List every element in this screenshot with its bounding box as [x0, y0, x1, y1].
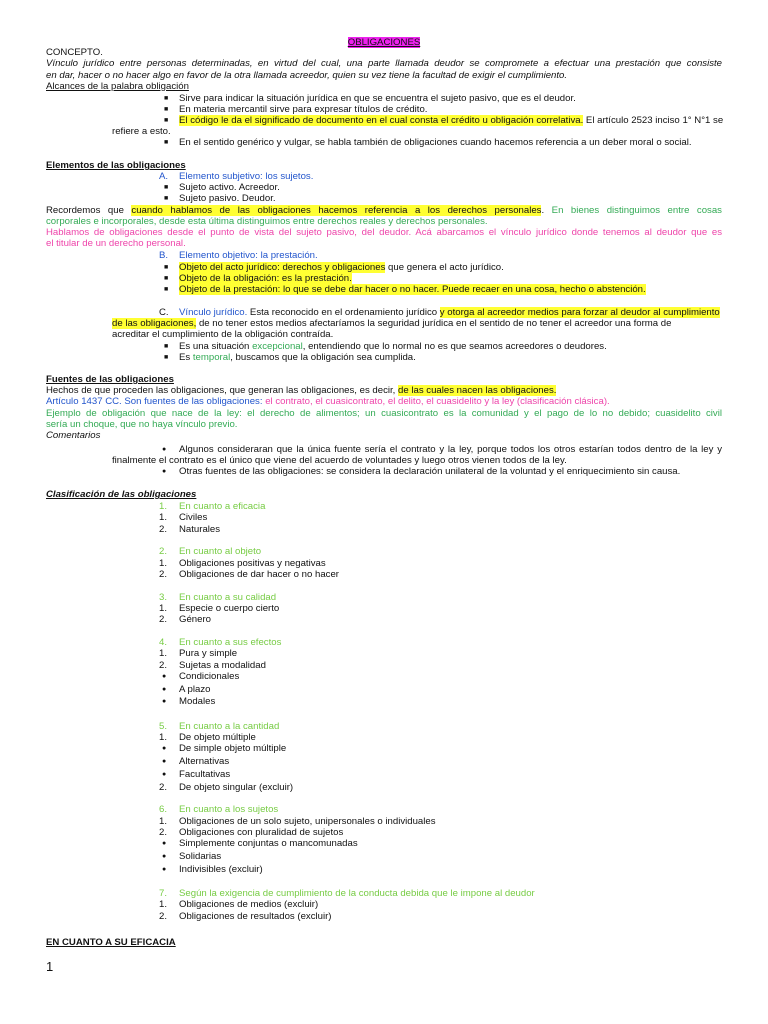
- square-bullet-icon: ■: [164, 343, 169, 350]
- list-number: 1.: [159, 815, 168, 827]
- document-title: OBLIGACIONES: [347, 37, 421, 48]
- list-number: 1.: [159, 602, 168, 614]
- comentarios-label: Comentarios: [46, 430, 101, 441]
- eficacia-heading: EN CUANTO A SU EFICACIA: [46, 937, 176, 948]
- clasificacion-heading: Clasificación de las obligaciones: [46, 489, 197, 500]
- alcances-heading: Alcances de la palabra obligación: [46, 81, 189, 92]
- square-bullet-icon: ■: [164, 275, 169, 282]
- elementos-heading: Elementos de las obligaciones: [46, 160, 186, 171]
- concepto-label: CONCEPTO.: [46, 47, 103, 58]
- fuentes-line-4: sería un choque, que no haya vínculo previo.: [46, 419, 238, 430]
- fuentes-line-1: Hechos de que proceden las obligaciones, que generan las obligaciones, es decir, de las cuales nacen las obligaciones.: [46, 385, 557, 396]
- dot-bullet-icon: ●: [162, 865, 167, 873]
- dot-bullet-icon: ●: [162, 685, 167, 693]
- list-number: 2.: [159, 910, 168, 922]
- list-number: 2.: [159, 781, 168, 793]
- dot-bullet-icon: ●: [162, 672, 167, 680]
- square-bullet-icon: ■: [164, 117, 169, 124]
- fuentes-heading: Fuentes de las obligaciones: [46, 374, 174, 385]
- dot-bullet-icon: ●: [162, 468, 167, 475]
- list-number: 1.: [159, 731, 168, 743]
- dot-bullet-icon: ●: [162, 446, 167, 453]
- list-number: 2.: [159, 523, 168, 535]
- fuentes-line-3: Ejemplo de obligación que nace de la ley: el derecho de alimentos; un cuasicontrato es la comunidad y el pago de lo no debido; cuasidelito civil: [46, 408, 722, 419]
- square-bullet-icon: ■: [164, 184, 169, 191]
- concepto-text-2: en dar, hacer o no hacer algo en favor de la otra llamada acreedor, quien su vez tiene la facultad de exigir el cumplimiento.: [46, 70, 568, 81]
- dot-bullet-icon: ●: [162, 758, 167, 765]
- page-number: 1: [46, 959, 54, 974]
- square-bullet-icon: ■: [164, 286, 169, 293]
- dot-bullet-icon: ●: [162, 840, 167, 848]
- square-bullet-icon: ■: [164, 264, 169, 271]
- list-number: 1.: [159, 899, 168, 911]
- recordemos-line-2: corporales e incorporales, desde esta última distinguimos entre derechos reales y derechos personales.: [46, 216, 488, 227]
- square-bullet-icon: ■: [164, 354, 169, 361]
- dot-bullet-icon: ●: [162, 698, 167, 706]
- square-bullet-icon: ■: [164, 95, 169, 102]
- fuentes-line-2: Artículo 1437 CC. Son fuentes de las obligaciones: el contrato, el cuasicontrato, el delito, el cuasidelito y la ley (clasificación clásica).: [46, 396, 610, 407]
- list-number: 1.: [159, 648, 168, 660]
- document-page: OBLIGACIONES CONCEPTO. Vínculo jurídico entre personas determinadas, en virtud del cual, una parte llamada deudor se compromete a efectuar una prestación que consiste en dar, hacer o no hacer algo en favor de la otra llamada acreedor, quien su vez tiene la facultad de exigir el cumplimiento. Alcances de la palabra obligación ■ Sirve para indicar la situación jurídica en que se encuentra el sujeto pasivo, que es el deudor. ■ En materia mercantil sirve para expresar títulos de crédito. ■ El código le da el significado de documento en el cual consta el crédito u obligación correlativa. El artículo 2523 inciso 1° N°1 se refiere a esto. ■ En el sentido genérico y vulgar, se habla también de obligaciones cuando hacemos referencia a un deber moral o social. Elementos de las obligaciones A. Elemento subjetivo: los sujetos. ■ Sujeto activo. Acreedor. ■ Sujeto pasivo. Deudor. Recordemos que cuando hablamos de las obligaciones hacemos referencia a los derechos personales. En bienes distinguimos entre cosas corporales e incorporales, desde esta última distinguimos entre derechos reales y derechos personales. Hablamos de obligaciones desde el punto de vista del sujeto pasivo, del deudor. Acá abarcamos el vínculo jurídico donde tenemos al deudor que es el titular de un derecho personal. B. Elemento objetivo: la prestación. ■ Objeto del acto jurídico: derechos y obligaciones que genera el acto jurídico. ■ Objeto de la obligación: es la prestación. ■ Objeto de la prestación: lo que se debe dar hacer o no hacer. Puede recaer en una cosa, hecho o abstención. C. Vínculo jurídico. Esta reconocido en el ordenamiento jurídico y otorga al acreedor medios para forzar al deudor al cumplimiento de las obligaciones, de no tener estos medios afectaríamos la seguridad jurídica en el sentido de no tener el acreedor una forma de acreditar el cumplimiento de la obligación contraída. ■ Es una situación excepcional, entendiendo que lo normal no es que seamos acreedores o deudores. ■ Es temporal, buscamos que la obligación sea cumplida. Fuentes de las obligaciones Hechos de que proceden las obligaciones, que generan las obligaciones, es decir, de las cuales nacen las obligaciones. Artículo 1437 CC. Son fuentes de las obligaciones: el contrato, el cuasicontrato, el delito, el cuasidelito y la ley (clasificación clásica). Ejemplo de obligación que nace de la ley: el derecho de alimentos; un cuasicontrato es la comunidad y el pago de lo no debido; cuasidelito civil sería un choque, que no haya vínculo previo. Comentarios ● Algunos consideraran que la única fuente sería el contrato y la ley, porque todos los otros estarían todos dentro de la ley y finalmente el contrato es el único que viene del acuerdo de voluntades y luego otros vienen todos de la ley. ● Otras fuentes de las obligaciones: se considera la declaración unilateral de la voluntad y el enriquecimiento sin causa. Clasificación de las obligaciones 1. En cuanto a eficacia 1. Civiles 2. Naturales 2. En cuanto al objeto 1. Obligaciones positivas y negativas 2. Obligaciones de dar hacer o no hacer 3. En cuanto a su calidad 1. Especie o cuerpo cierto 2. Género 4. En cuanto a sus efectos 1. Pura y simple 2. Sujetas a modalidad ● Condicionales ● A plazo ● Modales 5. En cuanto a la cantidad 1. De objeto múltiple ● De simple objeto múltiple ● Alternativas ● Facultativas 2. De objeto singular (excluir) 6. En cuanto a los sujetos 1. Obligaciones de un solo sujeto, unipersonales o individuales 2. Obligaciones con pluralidad de sujetos ● Simplemente conjuntas o mancomunadas ● Solidarias ● Indivisibles (excluir) 7. Según la exigencia de cumplimiento de la conducta debida que le impone al deudor 1. Obligaciones de medios (excluir) 2. Obligaciones de resultados (excluir) EN CUANTO A SU EFICACIA 1: [46, 37, 724, 974]
- list-number: 2.: [159, 659, 168, 671]
- square-bullet-icon: ■: [164, 139, 169, 146]
- square-bullet-icon: ■: [164, 195, 169, 202]
- recordemos-line-1: Recordemos que cuando hablamos de las obligaciones hacemos referencia a los derechos personales. En bienes distinguimos entre cosas: [46, 205, 722, 216]
- list-number: 1.: [159, 557, 168, 569]
- hablamos-line-1: Hablamos de obligaciones desde el punto de vista del sujeto pasivo, del deudor. Acá abarcamos el vínculo jurídico donde tenemos al deudor que es: [46, 227, 722, 238]
- list-number: 2.: [159, 826, 168, 838]
- dot-bullet-icon: ●: [162, 745, 167, 753]
- dot-bullet-icon: ●: [162, 853, 167, 860]
- concepto-text-1: Vínculo jurídico entre personas determinadas, en virtud del cual, una parte llamada deudor se compromete a efectuar una prestación que consiste: [46, 58, 722, 69]
- list-number: 1.: [159, 512, 168, 524]
- square-bullet-icon: ■: [164, 106, 169, 113]
- hablamos-line-2: el titular de un derecho personal.: [46, 238, 186, 249]
- list-number: 2.: [159, 614, 168, 626]
- list-number: 2.: [159, 568, 168, 580]
- dot-bullet-icon: ●: [162, 770, 167, 778]
